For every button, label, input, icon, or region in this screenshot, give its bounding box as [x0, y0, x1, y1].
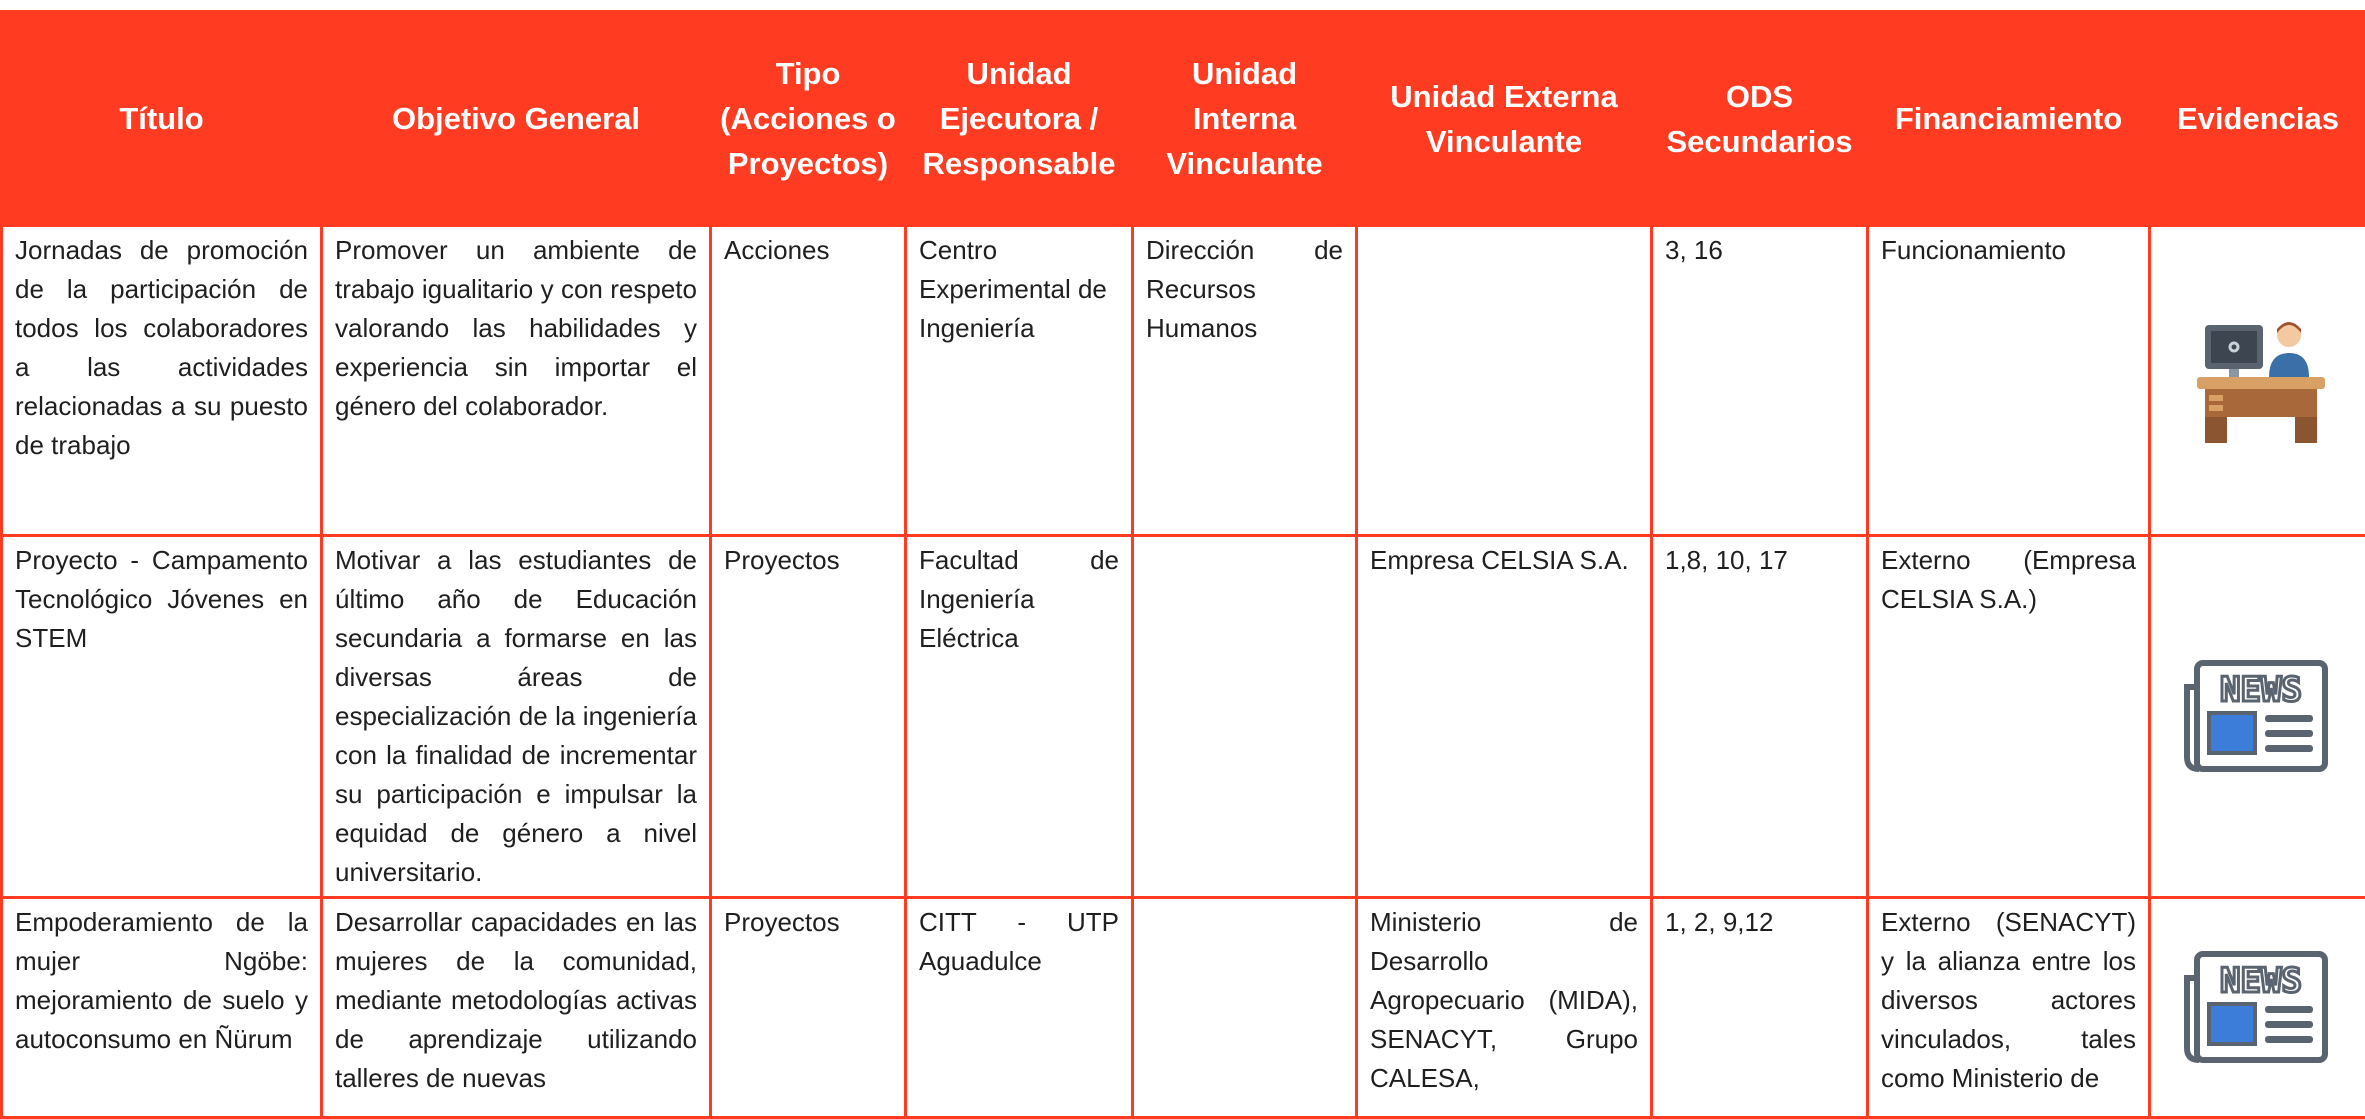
- newspaper-icon[interactable]: [2181, 948, 2331, 1068]
- header-objetivo: Objetivo General: [322, 12, 711, 226]
- cell-evidencias: [2150, 898, 2365, 1118]
- svg-text:NEWS: NEWS: [2220, 670, 2302, 710]
- cell-unidad-interna: Dirección de Recursos Humanos: [1133, 226, 1357, 536]
- header-titulo: Título: [2, 12, 322, 226]
- table-row: [2, 536, 2365, 898]
- cell-unidad-externa: Ministerio de Desarrollo Agropecuario (MIDA), SENACYT, Grupo CALESA,: [1357, 898, 1652, 1118]
- cell-evidencias: [2150, 226, 2365, 536]
- cell-unidad-interna: [1133, 536, 1357, 898]
- svg-text:NEWS: NEWS: [2220, 961, 2302, 1001]
- cell-unidad-externa: Empresa CELSIA S.A.: [1357, 536, 1652, 898]
- cell-titulo: Empoderamiento de la mujer Ngöbe: mejoramiento de suelo y autoconsumo en Ñürum: [2, 898, 322, 1118]
- cell-ods: 1, 2, 9,12: [1652, 898, 1868, 1118]
- cell-titulo: Jornadas de promoción de la participación de todos los colaboradores a las actividades relacionadas a su puesto de trabajo: [2, 226, 322, 536]
- table-row: [2, 226, 2365, 536]
- cell-unidad-externa: [1357, 226, 1652, 536]
- header-tipo: Tipo (Acciones o Proyectos): [711, 12, 906, 226]
- newspaper-icon[interactable]: [2181, 657, 2331, 777]
- header-evidencias: Evidencias: [2150, 12, 2365, 226]
- cell-tipo: Proyectos: [711, 536, 906, 898]
- cell-unidad-ejecutora: Facultad de Ingeniería Eléctrica: [906, 536, 1133, 898]
- cell-titulo: Proyecto - Campamento Tecnológico Jóvenes en STEM: [2, 536, 322, 898]
- header-unidad-externa: Unidad Externa Vinculante: [1357, 12, 1652, 226]
- cell-objetivo: Promover un ambiente de trabajo igualitario y con respeto valorando las habilidades y experiencia sin importar el género del colaborador.: [322, 226, 711, 536]
- header-unidad-interna: Unidad Interna Vinculante: [1133, 12, 1357, 226]
- table-row: [2, 898, 2365, 1118]
- cell-evidencias: [2150, 536, 2365, 898]
- cell-tipo: Acciones: [711, 226, 906, 536]
- office-worker-icon[interactable]: [2191, 311, 2331, 451]
- cell-unidad-ejecutora: Centro Experimental de Ingeniería: [906, 226, 1133, 536]
- cell-unidad-interna: [1133, 898, 1357, 1118]
- header-ods: ODS Secundarios: [1652, 12, 1868, 226]
- cell-ods: 1,8, 10, 17: [1652, 536, 1868, 898]
- header-financiamiento: Financiamiento: [1868, 12, 2150, 226]
- projects-table-sheet: [0, 10, 2365, 1098]
- cell-unidad-ejecutora: CITT - UTP Aguadulce: [906, 898, 1133, 1118]
- cell-financiamiento: Externo (SENACYT) y la alianza entre los diversos actores vinculados, tales como Ministerio de: [1868, 898, 2150, 1118]
- projects-table: [0, 10, 2365, 1119]
- cell-financiamiento: Externo (Empresa CELSIA S.A.): [1868, 536, 2150, 898]
- cell-financiamiento: Funcionamiento: [1868, 226, 2150, 536]
- cell-objetivo: Desarrollar capacidades en las mujeres de la comunidad, mediante metodologías activas de aprendizaje utilizando talleres de nuevas: [322, 898, 711, 1118]
- table-header-row: [2, 12, 2365, 226]
- cell-tipo: Proyectos: [711, 898, 906, 1118]
- header-unidad-ejecutora: Unidad Ejecutora / Responsable: [906, 12, 1133, 226]
- cell-ods: 3, 16: [1652, 226, 1868, 536]
- cell-objetivo: Motivar a las estudiantes de último año de Educación secundaria a formarse en las diversas áreas de especialización de la ingeniería con la finalidad de incrementar su participación e impulsar la equidad de género a nivel universitario.: [322, 536, 711, 898]
